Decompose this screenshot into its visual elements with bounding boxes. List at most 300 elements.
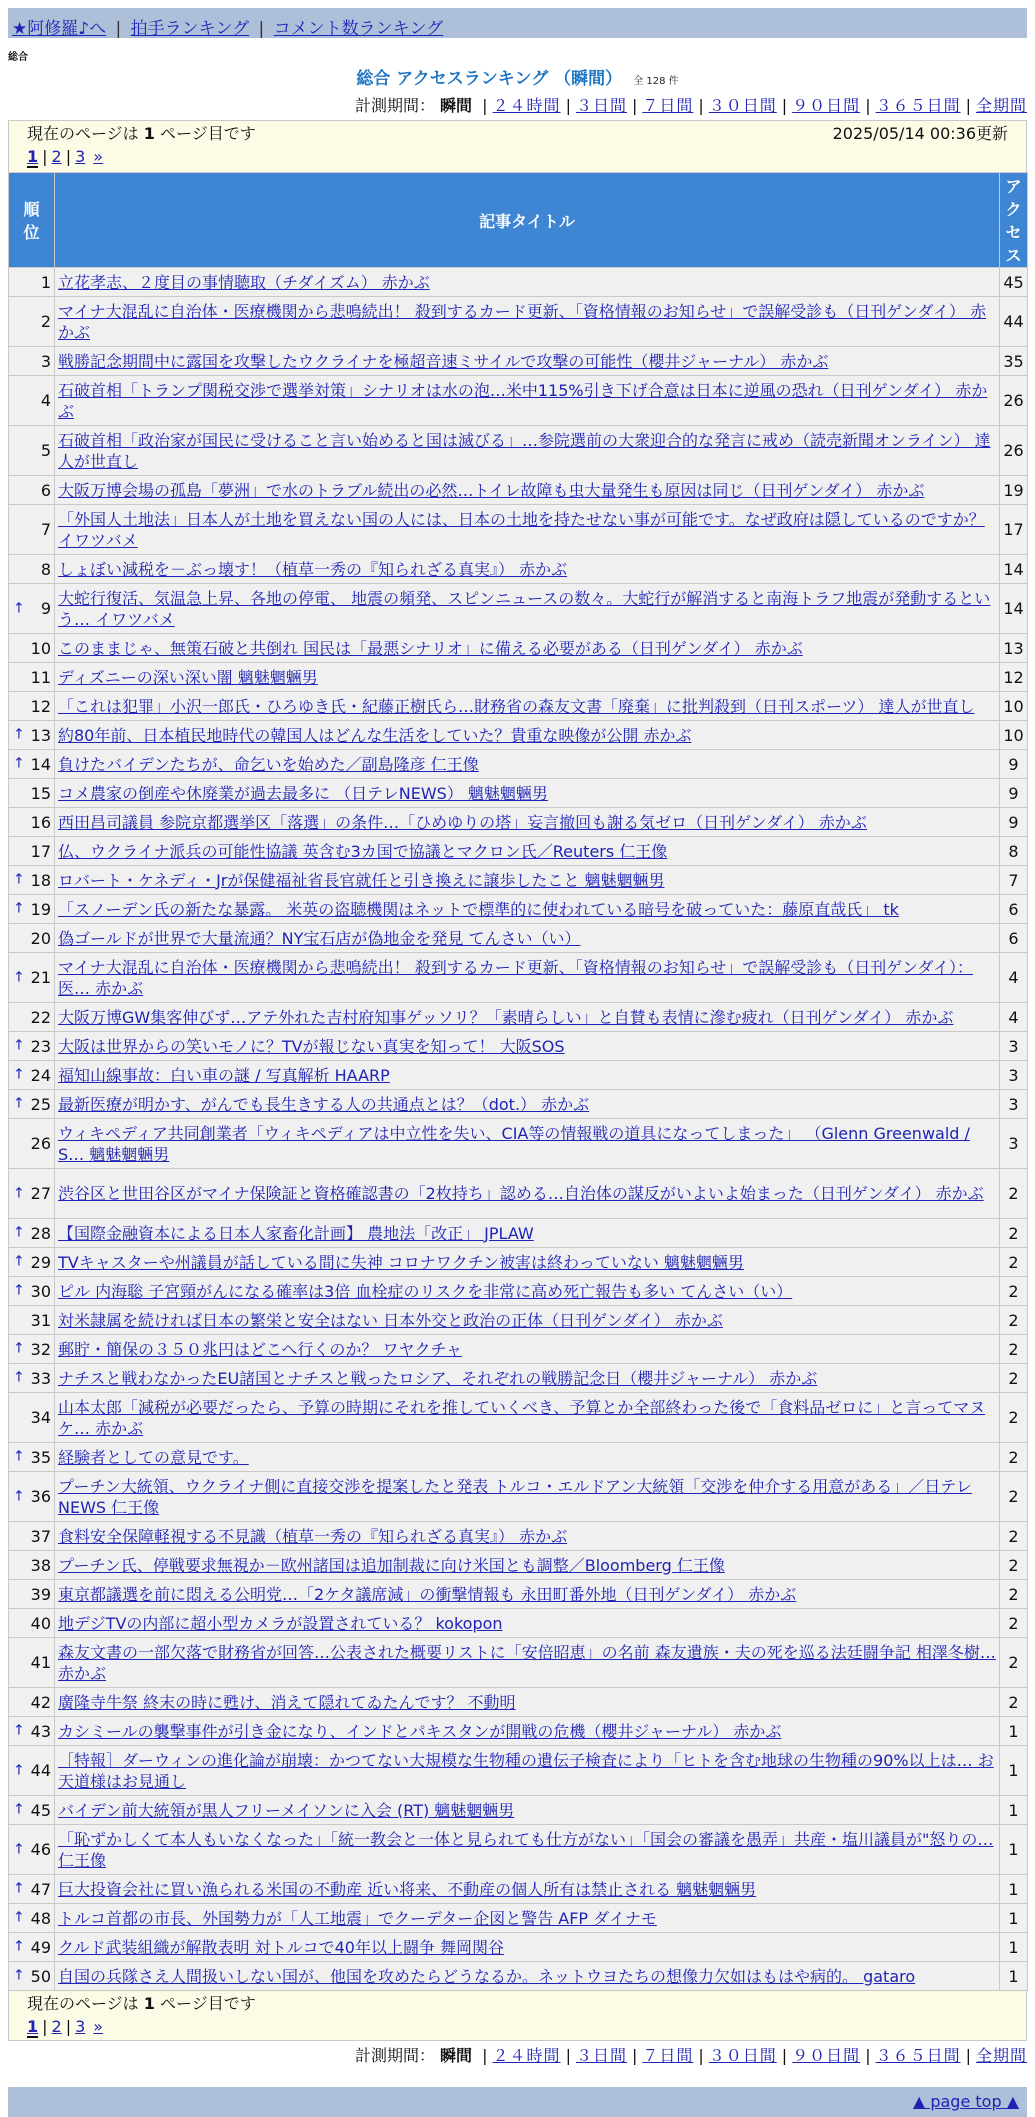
- period-separator: |: [482, 96, 488, 115]
- period-link[interactable]: ７日間: [642, 96, 694, 115]
- period-separator: |: [781, 2046, 788, 2065]
- access-count: 2: [1000, 1443, 1028, 1472]
- access-count: 2: [1000, 1335, 1028, 1364]
- access-count: 3: [1000, 1061, 1028, 1090]
- article-title-link[interactable]: 石破首相「政治家が国民に受けること言い始めると国は滅びる」…参院選前の大衆迎合的な発言に戒め（読売新聞オンライン） 達人が世直し: [58, 430, 991, 471]
- article-title-link[interactable]: 地デジTVの内部に超小型カメラが設置されている？ kokopon: [58, 1613, 503, 1633]
- total-count: 全 128 件: [633, 76, 679, 87]
- title-cell: [55, 1169, 1000, 1219]
- rank-number: 5: [40, 441, 51, 460]
- title-cell: [55, 1003, 1000, 1032]
- title-cell: [55, 1119, 1000, 1169]
- table-row: [9, 1472, 1028, 1522]
- rank-cell: [9, 663, 55, 692]
- table-row: [9, 297, 1028, 347]
- rank-cell: [9, 1904, 55, 1933]
- home-link[interactable]: ★阿修羅♪へ: [12, 19, 107, 39]
- access-count: 17: [1000, 505, 1028, 555]
- access-count: 35: [1000, 347, 1028, 376]
- pager-separator: |: [42, 2017, 48, 2036]
- rank-cell: [9, 584, 55, 634]
- table-row: [9, 866, 1028, 895]
- title-cell: [55, 663, 1000, 692]
- title-cell: [55, 750, 1000, 779]
- title-cell: [55, 1825, 1000, 1875]
- access-count: 8: [1000, 837, 1028, 866]
- title-cell: [55, 808, 1000, 837]
- article-title-link[interactable]: 「これは犯罪」小沢一郎氏・ひろゆき氏・紀藤正樹氏ら…財務省の森友文書「廃棄」に批判殺到（日刊スポーツ） 達人が世直し: [58, 696, 975, 716]
- table-row: [9, 1796, 1028, 1825]
- title-cell: [55, 1551, 1000, 1580]
- rank-number: 32: [30, 1339, 51, 1359]
- table-row: [9, 268, 1028, 297]
- access-count: 7: [1000, 866, 1028, 895]
- title-cell: [55, 1875, 1000, 1904]
- article-title-link[interactable]: マイナ大混乱に自治体・医療機関から悲鳴続出！ 殺到するカード更新、「資格情報のお知らせ」で誤解受診も（日刊ゲンダイ）：医… 赤かぶ: [58, 957, 974, 998]
- title-cell: [55, 634, 1000, 663]
- article-title-link[interactable]: 西田昌司議員 参院京都選挙区「落選」の条件…「ひめゆりの塔」妄言撤回も謝る気ゼロ（日刊ゲンダイ） 赤かぶ: [58, 812, 867, 832]
- period-link[interactable]: ３０日間: [708, 2046, 777, 2065]
- up-arrow-icon: ↑: [13, 1488, 25, 1504]
- article-title-link[interactable]: プーチン氏、停戦要求無視か－欧州諸国は追加制裁に向け米国とも調整／Bloomberg 仁王像: [58, 1555, 725, 1575]
- up-arrow-icon: ↑: [13, 1066, 25, 1083]
- access-count: 2: [1000, 1364, 1028, 1393]
- rank-number: 19: [30, 899, 51, 919]
- article-title-link[interactable]: 廣隆寺牛祭 終末の時に甦け、消えて隠れてゐたんです？ 不動明: [58, 1692, 516, 1712]
- title-cell: [55, 1335, 1000, 1364]
- rank-number: 7: [40, 520, 51, 539]
- table-row: [9, 1638, 1028, 1688]
- title-cell: [55, 1032, 1000, 1061]
- table-row: [9, 1609, 1028, 1638]
- pager-link[interactable]: 3: [75, 2017, 86, 2036]
- article-title-link[interactable]: 経験者としての意見です。: [58, 1447, 249, 1467]
- access-count: 6: [1000, 895, 1028, 924]
- up-arrow-icon: ↑: [13, 1762, 25, 1778]
- page-info-prefix: 現在のページは: [27, 124, 139, 143]
- access-count: 2: [1000, 1169, 1028, 1219]
- article-title-link[interactable]: 東京都議選を前に悶える公明党…「2ケタ議席減」の衝撃情報も 永田町番外地（日刊ゲンダイ） 赤かぶ: [58, 1584, 797, 1604]
- access-count: 2: [1000, 1277, 1028, 1306]
- access-count: 26: [1000, 426, 1028, 476]
- rank-number: 49: [30, 1937, 51, 1957]
- period-link[interactable]: ９０日間: [792, 2046, 861, 2065]
- article-title-link[interactable]: 福知山線事故：白い車の謎 / 写真解析 HAARP: [58, 1065, 390, 1085]
- rank-cell: [9, 1746, 55, 1796]
- period-separator: |: [631, 2046, 638, 2065]
- up-arrow-icon: ↑: [13, 726, 25, 743]
- rank-number: 20: [30, 928, 51, 948]
- rank-cell: [9, 1219, 55, 1248]
- table-row: [9, 1335, 1028, 1364]
- title-cell: [55, 1306, 1000, 1335]
- article-title-link[interactable]: マイナ大混乱に自治体・医療機関から悲鳴続出！ 殺到するカード更新、「資格情報のお知らせ」で誤解受診も（日刊ゲンダイ） 赤かぶ: [58, 301, 987, 342]
- table-row: [9, 779, 1028, 808]
- title-cell: [55, 721, 1000, 750]
- article-title-link[interactable]: 大阪万博会場の孤島「夢洲」で水のトラブル続出の必然…トイレ故障も虫大量発生も原因は同じ（日刊ゲンダイ） 赤かぶ: [58, 480, 925, 500]
- pager-separator: |: [65, 147, 72, 166]
- period-link[interactable]: ３０日間: [708, 96, 777, 115]
- access-count: 2: [1000, 1609, 1028, 1638]
- access-count: 10: [1000, 692, 1028, 721]
- title-cell: [55, 1219, 1000, 1248]
- access-count: 12: [1000, 663, 1028, 692]
- rank-number: 48: [30, 1908, 51, 1928]
- access-count: 2: [1000, 1580, 1028, 1609]
- table-row: [9, 1364, 1028, 1393]
- article-title-link[interactable]: プーチン大統領、ウクライナ側に直接交渉を提案したと発表 トルコ・エルドアン大統領「交渉を仲介する用意がある」／日テレNEWS 仁王像: [58, 1476, 972, 1517]
- rank-number: 1: [40, 272, 51, 292]
- article-title-link[interactable]: 食料安全保障軽視する不見識（植草一秀の『知られざる真実』） 赤かぶ: [58, 1526, 568, 1546]
- title-cell: [55, 297, 1000, 347]
- count-header: アク セス: [1000, 173, 1028, 268]
- rank-number: 11: [30, 667, 51, 687]
- rank-cell: [9, 1580, 55, 1609]
- period-link[interactable]: 全期間: [975, 96, 1027, 115]
- title-cell: [55, 1090, 1000, 1119]
- pager-separator: |: [65, 2017, 72, 2036]
- rank-number: 18: [30, 870, 51, 890]
- period-link[interactable]: 全期間: [975, 2046, 1027, 2065]
- table-row: [9, 1580, 1028, 1609]
- updated-time: 2025/05/14 00:36更新: [832, 124, 1008, 143]
- access-count: 1: [1000, 1933, 1028, 1962]
- period-link[interactable]: ９０日間: [792, 96, 861, 115]
- rank-number: 8: [40, 559, 51, 579]
- rank-cell: [9, 1638, 55, 1688]
- up-arrow-icon: ↑: [13, 871, 25, 888]
- title-cell: [55, 476, 1000, 505]
- up-arrow-icon: ↑: [13, 1722, 25, 1739]
- rank-cell: [9, 505, 55, 555]
- table-row: [9, 584, 1028, 634]
- rank-number: 9: [40, 599, 51, 618]
- page-info-number: 1: [143, 124, 155, 143]
- clap-ranking-link[interactable]: 拍手ランキング: [130, 19, 250, 39]
- page-info: [27, 1993, 256, 2015]
- rank-cell: [9, 1032, 55, 1061]
- title-cell: [55, 1638, 1000, 1688]
- period-link[interactable]: ３日間: [575, 2046, 627, 2065]
- access-count: 2: [1000, 1306, 1028, 1335]
- rank-number: 35: [30, 1447, 51, 1467]
- rank-number: 41: [30, 1653, 51, 1672]
- rank-number: 25: [30, 1094, 51, 1114]
- article-title-link[interactable]: 最新医療が明かす、がんでも長生きする人の共通点とは？（dot.） 赤かぶ: [58, 1094, 590, 1114]
- table-row: [9, 476, 1028, 505]
- period-link[interactable]: ３６５日間: [875, 96, 961, 115]
- access-count: 10: [1000, 721, 1028, 750]
- title-cell: [55, 268, 1000, 297]
- rank-cell: [9, 1609, 55, 1638]
- rank-number: 50: [30, 1966, 51, 1986]
- article-title-link[interactable]: コメ農家の倒産や休廃業が過去最多に （日テレNEWS） 魑魅魍魎男: [58, 783, 548, 803]
- rank-number: 10: [30, 638, 51, 658]
- access-count: 14: [1000, 555, 1028, 584]
- table-row: [9, 505, 1028, 555]
- rank-number: 42: [30, 1692, 51, 1712]
- rank-cell: [9, 1796, 55, 1825]
- title-cell: [55, 1609, 1000, 1638]
- rank-cell: [9, 692, 55, 721]
- table-row: [9, 1061, 1028, 1090]
- period-link[interactable]: ３６５日間: [875, 2046, 961, 2065]
- title-cell: [55, 895, 1000, 924]
- article-title-link[interactable]: ウィキペディア共同創業者「ウィキペディアは中立性を失い、CIA等の情報戦の道具になってしまった」 （Glenn Greenwald / S… 魑魅魍魎男: [58, 1123, 970, 1164]
- article-title-link[interactable]: 渋谷区と世田谷区がマイナ保険証と資格確認書の「2枚持ち」認める…自治体の謀反がいよいよ始まった（日刊ゲンダイ） 赤かぶ: [58, 1184, 984, 1203]
- rank-cell: [9, 750, 55, 779]
- article-title-link[interactable]: 自国の兵隊さえ人間扱いしない国が、他国を攻めたらどうなるか。ネットウヨたちの想像力欠如はもはや病的。 gataro: [58, 1966, 916, 1986]
- access-count: 19: [1000, 476, 1028, 505]
- article-title-link[interactable]: 大阪は世界からの笑いモノに？TVが報じない真実を知って！ 大阪SOS: [58, 1036, 565, 1056]
- up-arrow-icon: ↑: [13, 1095, 25, 1112]
- article-title-link[interactable]: 偽ゴールドが世界で大量流通？NY宝石店が偽地金を発見 てんさい（い）: [58, 928, 581, 948]
- access-count: 14: [1000, 584, 1028, 634]
- article-title-link[interactable]: 大蛇行復活、気温急上昇、各地の停電、 地震の頻発、スピンニュースの数々。大蛇行が解消すると南海トラフ地震が発動するという… イワツバメ: [58, 588, 991, 629]
- rank-cell: [9, 1825, 55, 1875]
- article-title-link[interactable]: ディズニーの深い深い闇 魑魅魍魎男: [58, 667, 318, 687]
- period-link[interactable]: ７日間: [642, 2046, 694, 2065]
- article-title-link[interactable]: 石破首相「トランプ関税交渉で選挙対策」シナリオは水の泡…米中115%引き下げ合意は日本に逆風の恐れ（日刊ゲンダイ） 赤かぶ: [58, 380, 988, 421]
- table-row: [9, 1962, 1028, 1991]
- rank-cell: [9, 476, 55, 505]
- rank-number: 45: [30, 1800, 51, 1820]
- article-title-link[interactable]: トルコ首都の市長、外国勢力が「人工地震」でクーデター企図と警告 AFP ダイナモ: [58, 1908, 657, 1928]
- rank-number: 16: [30, 812, 51, 832]
- article-title-link[interactable]: このままじゃ、無策石破と共倒れ 国民は「最悪シナリオ」に備える必要がある（日刊ゲンダイ） 赤かぶ: [58, 638, 803, 658]
- rank-cell: [9, 1875, 55, 1904]
- rank-number: 17: [30, 841, 51, 861]
- access-count: 2: [1000, 1638, 1028, 1688]
- access-count: 1: [1000, 1962, 1028, 1991]
- nav-separator: |: [258, 19, 265, 39]
- comment-ranking-link[interactable]: コメント数ランキング: [273, 19, 444, 39]
- rank-number: 13: [30, 725, 51, 745]
- rank-cell: [9, 779, 55, 808]
- rank-number: 28: [30, 1223, 51, 1243]
- article-title-link[interactable]: しょぼい減税を－ぶっ壊す！（植草一秀の『知られざる真実』） 赤かぶ: [58, 559, 568, 579]
- pager-link[interactable]: 2: [51, 147, 62, 166]
- up-arrow-icon: ↑: [13, 1880, 25, 1897]
- access-count: 4: [1000, 1003, 1028, 1032]
- pager-link[interactable]: 2: [51, 2017, 62, 2036]
- period-separator: |: [781, 96, 788, 115]
- up-arrow-icon: ↑: [13, 969, 25, 985]
- period-links: [477, 96, 1027, 115]
- table-row: [9, 634, 1028, 663]
- rank-number: 21: [30, 968, 51, 987]
- rank-cell: [9, 1335, 55, 1364]
- rank-number: 24: [30, 1065, 51, 1085]
- title-cell: [55, 1746, 1000, 1796]
- table-row: [9, 1119, 1028, 1169]
- up-arrow-icon: ↑: [13, 1801, 25, 1818]
- title-cell: [55, 555, 1000, 584]
- title-cell: [55, 1688, 1000, 1717]
- rank-number: 44: [30, 1761, 51, 1780]
- pager-link[interactable]: 3: [75, 147, 86, 166]
- title-cell: [55, 1277, 1000, 1306]
- access-count: 1: [1000, 1746, 1028, 1796]
- access-count: 2: [1000, 1472, 1028, 1522]
- up-arrow-icon: ↑: [13, 1967, 25, 1984]
- rank-number: 2: [40, 312, 51, 331]
- period-separator: |: [482, 2046, 488, 2065]
- period-selector-bottom: [0, 2043, 1027, 2067]
- access-count: 26: [1000, 376, 1028, 426]
- article-title-link[interactable]: 対米隷属を続ければ日本の繁栄と安全はない 日本外交と政治の正体（日刊ゲンダイ） 赤かぶ: [58, 1310, 723, 1330]
- period-link[interactable]: ２４時間: [492, 2046, 561, 2065]
- title-cell: [55, 1933, 1000, 1962]
- up-arrow-icon: ↑: [13, 755, 25, 772]
- rank-number: 46: [30, 1840, 51, 1859]
- pager-current[interactable]: 1: [27, 147, 39, 166]
- rank-cell: [9, 347, 55, 376]
- article-title-link[interactable]: 立花孝志、２度目の事情聴取（チダイズム） 赤かぶ: [58, 272, 430, 292]
- article-title-link[interactable]: 山本太郎「減税が必要だったら、予算の時期にそれを推していくべき、予算とか全部終わった後で「食料品ゼロに」と言ってマヌケ… 赤かぶ: [58, 1397, 986, 1438]
- rank-cell: [9, 1248, 55, 1277]
- article-title-link[interactable]: TVキャスターや州議員が話している間に失神 コロナワクチン被害は終わっていない 魑魅魍魎男: [58, 1252, 744, 1272]
- period-separator: |: [698, 96, 704, 115]
- article-title-link[interactable]: 郵貯・簡保の３５０兆円はどこへ行くのか？ ワヤクチャ: [58, 1339, 462, 1359]
- table-header-row: [9, 173, 1028, 268]
- article-title-link[interactable]: 「恥ずかしくて本人もいなくなった」「統一教会と一体と見られても仕方がない」「国会の審議を愚弄」共産・塩川議員が"怒りの… 仁王像: [58, 1829, 994, 1870]
- title-cell: [55, 1717, 1000, 1746]
- article-title-link[interactable]: ［特報］ダーウィンの進化論が崩壊：かつてない大規模な生物種の遺伝子検査により「ヒトを含む地球の生物種の90%以上は… お天道様はお見通し: [58, 1750, 994, 1791]
- pager-next-link[interactable]: »: [93, 2017, 104, 2036]
- table-row: [9, 1522, 1028, 1551]
- period-selector-top: [0, 93, 1027, 116]
- table-row: [9, 721, 1028, 750]
- rank-number: 27: [30, 1184, 51, 1203]
- period-separator: |: [631, 96, 638, 115]
- table-row: [9, 953, 1028, 1003]
- article-title-link[interactable]: カシミールの襲撃事件が引き金になり、インドとパキスタンが開戦の危機（櫻井ジャーナル） 赤かぶ: [58, 1721, 782, 1741]
- rank-cell: [9, 268, 55, 297]
- table-row: [9, 1306, 1028, 1335]
- rank-cell: [9, 555, 55, 584]
- rank-number: 36: [30, 1487, 51, 1506]
- title-cell: [55, 376, 1000, 426]
- up-arrow-icon: ↑: [13, 1340, 25, 1357]
- title-cell: [55, 1796, 1000, 1825]
- footer-bar: [8, 2087, 1027, 2117]
- pager-next-link[interactable]: »: [93, 147, 104, 166]
- rank-number: 26: [30, 1134, 51, 1153]
- title-cell: [55, 584, 1000, 634]
- up-arrow-icon: ↑: [13, 1282, 25, 1299]
- rank-cell: [9, 1522, 55, 1551]
- pager-current[interactable]: 1: [27, 2017, 39, 2036]
- period-separator: |: [565, 2046, 571, 2065]
- table-row: [9, 1277, 1028, 1306]
- rank-number: 14: [30, 754, 51, 774]
- title-cell: [55, 866, 1000, 895]
- section-label: 総合: [8, 52, 28, 63]
- rank-cell: [9, 1306, 55, 1335]
- nav-separator: |: [115, 19, 122, 39]
- article-title-link[interactable]: 巨大投資会社に買い漁られる米国の不動産 近い将来、不動産の個人所有は禁止される 魑魅魍魎男: [58, 1879, 757, 1899]
- article-title-link[interactable]: 約80年前、日本植民地時代の韓国人はどんな生活をしていた？貴重な映像が公開 赤かぶ: [58, 725, 692, 745]
- article-title-link[interactable]: ロバート・ケネディ・Jrが保健福祉省長官就任と引き換えに譲歩したこと 魑魅魍魎男: [58, 870, 665, 890]
- table-row: [9, 1393, 1028, 1443]
- rank-cell: [9, 1090, 55, 1119]
- access-count: 1: [1000, 1717, 1028, 1746]
- article-title-link[interactable]: バイデン前大統領が黒人フリーメイソンに入会 (RT) 魑魅魍魎男: [58, 1800, 515, 1820]
- rank-number: 4: [40, 391, 51, 410]
- period-separator: |: [698, 2046, 704, 2065]
- rank-cell: [9, 1688, 55, 1717]
- table-row: [9, 1717, 1028, 1746]
- rank-number: 38: [30, 1555, 51, 1575]
- article-title-link[interactable]: 「外国人土地法」日本人が土地を買えない国の人には、日本の土地を持たせない事が可能です。なぜ政府は隠しているのですか？ イワツバメ: [58, 509, 985, 550]
- table-row: [9, 1169, 1028, 1219]
- page-top-link[interactable]: ▲ page top ▲: [912, 2092, 1019, 2111]
- ranking-table: [8, 172, 1028, 1991]
- title-header: 記事タイトル: [55, 173, 1000, 268]
- rank-number: 30: [30, 1281, 51, 1301]
- rank-number: 29: [30, 1252, 51, 1272]
- title-cell: [55, 347, 1000, 376]
- rank-cell: [9, 1061, 55, 1090]
- title-cell: [55, 1443, 1000, 1472]
- access-count: 6: [1000, 924, 1028, 953]
- title-cell: [55, 1522, 1000, 1551]
- rank-number: 37: [30, 1526, 51, 1546]
- access-count: 1: [1000, 1904, 1028, 1933]
- rank-cell: [9, 866, 55, 895]
- article-title-link[interactable]: 「スノーデン氏の新たな暴露。 米英の盗聴機関はネットで標準的に使われている暗号を破っていた：藤原直哉氏」 tk: [58, 899, 899, 919]
- up-arrow-icon: ↑: [13, 1224, 25, 1241]
- rank-cell: [9, 376, 55, 426]
- page-info-prefix: 現在のページは: [27, 1994, 139, 2013]
- period-link[interactable]: ３日間: [575, 96, 627, 115]
- table-row: [9, 1933, 1028, 1962]
- up-arrow-icon: ↑: [13, 1909, 25, 1926]
- access-count: 9: [1000, 808, 1028, 837]
- article-title-link[interactable]: 大阪万博GW集客伸びず…アテ外れた吉村府知事ゲッソリ？「素晴らしい」と自賛も表情に滲む疲れ（日刊ゲンダイ） 赤かぶ: [58, 1007, 954, 1027]
- period-separator: |: [865, 2046, 871, 2065]
- rank-number: 3: [40, 351, 51, 371]
- period-separator: |: [865, 96, 871, 115]
- period-link[interactable]: ２４時間: [492, 96, 561, 115]
- article-title-link[interactable]: 仏、ウクライナ派兵の可能性協議 英含む3カ国で協議とマクロン氏／Reuters 仁王像: [58, 841, 668, 861]
- article-title-link[interactable]: ナチスと戦わなかったEU諸国とナチスと戦ったロシア、それぞれの戦勝記念日（櫻井ジャーナル） 赤かぶ: [58, 1368, 818, 1388]
- article-title-link[interactable]: 森友文書の一部欠落で財務省が回答…公表された概要リストに「安倍昭恵」の名前 森友遺族・夫の死を巡る法廷闘争記 相澤冬樹… 赤かぶ: [58, 1642, 996, 1683]
- rank-cell: [9, 721, 55, 750]
- rank-number: 6: [40, 480, 51, 500]
- rank-cell: [9, 1962, 55, 1991]
- table-row: [9, 1746, 1028, 1796]
- table-row: [9, 1875, 1028, 1904]
- up-arrow-icon: ↑: [13, 1185, 25, 1201]
- article-title-link[interactable]: ピル 内海聡 子宮頸がんになる確率は3倍 血栓症のリスクを非常に高め死亡報告も多い てんさい（い）: [58, 1281, 793, 1301]
- table-row: [9, 1443, 1028, 1472]
- article-title-link[interactable]: クルド武装組織が解散表明 対トルコで40年以上闘争 舞岡関谷: [58, 1937, 505, 1957]
- period-separator: |: [965, 2046, 971, 2065]
- rank-number: 34: [30, 1408, 51, 1427]
- article-title-link[interactable]: 【国際金融資本による日本人家畜化計画】 農地法「改正」 JPLAW: [58, 1223, 534, 1243]
- table-row: [9, 1248, 1028, 1277]
- title-cell: [55, 505, 1000, 555]
- access-count: 9: [1000, 750, 1028, 779]
- up-arrow-icon: ↑: [13, 1037, 25, 1054]
- title-cell: [55, 837, 1000, 866]
- pager-top: [27, 145, 1008, 169]
- article-title-link[interactable]: 戦勝記念期間中に露国を攻撃したウクライナを極超音速ミサイルで攻撃の可能性（櫻井ジャーナル） 赤かぶ: [58, 351, 829, 371]
- article-title-link[interactable]: 負けたバイデンたちが、命乞いを始めた／副島隆彦 仁王像: [58, 754, 479, 774]
- page-info: [27, 123, 256, 145]
